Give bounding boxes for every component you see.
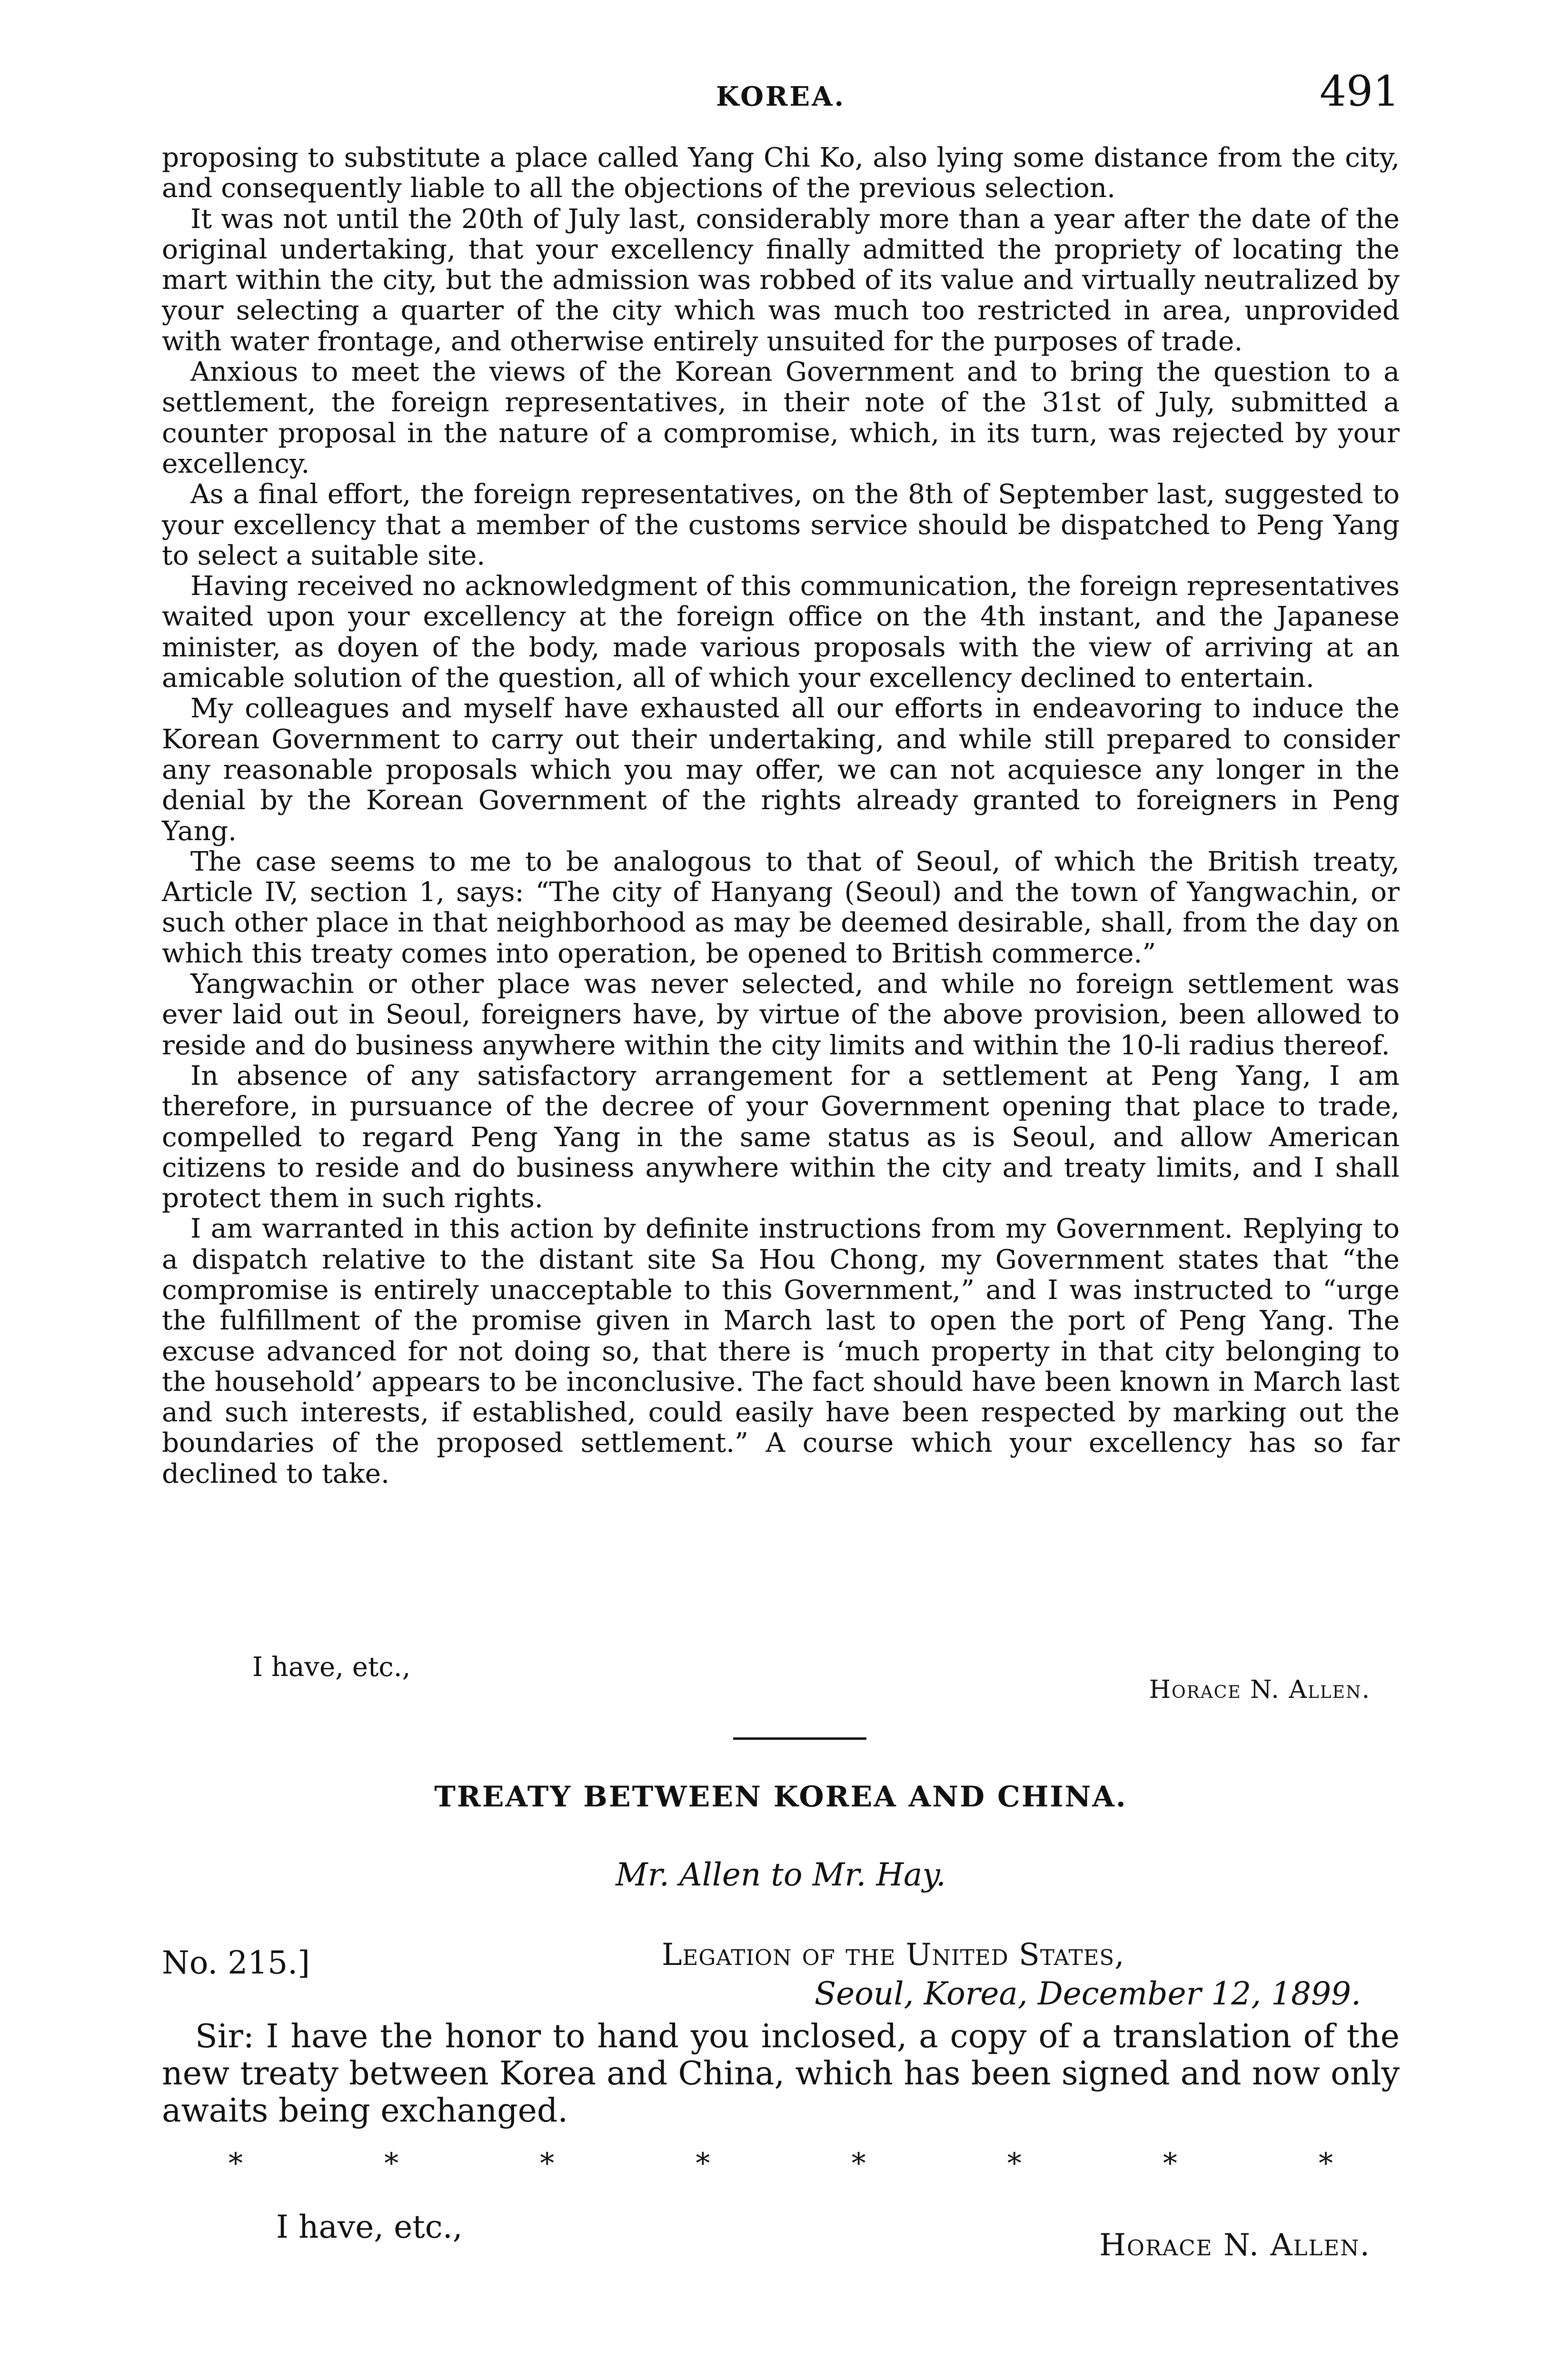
place-and-date: Seoul, Korea, December 12, 1899. xyxy=(814,1975,1361,2012)
paragraph-9: In absence of any satisfactory arrangement for a settlement at Peng Yang, I am therefore, in pursuance of the decree of your Government opening that place to trade, compelled to regard Peng Yang in the same status as is Seoul, and allow American citizens to reside and do business anywhere within the city and treaty limits, and I shall protect them in such rights. xyxy=(162,1060,1400,1214)
star: * xyxy=(696,2147,710,2180)
letter-closing: I have, etc., xyxy=(252,1652,411,1683)
paragraph-6: My colleagues and myself have exhausted all our efforts in endeavoring to induce the Korean Government to carry out their undertaking, and while still prepared to consider any reasonable proposals which you may offer, we can not acquiesce any longer in the denial by the Korean Government of the rights already granted to foreigners in Peng Yang. xyxy=(162,693,1400,847)
section-divider xyxy=(733,1737,866,1740)
legation-name: Legation of the United States, xyxy=(662,1937,1125,1973)
paragraph-10: I am warranted in this action by definite instructions from my Government. Replying to a dispatch relative to the distant site Sa Hou Chong, my Government states that “the compromise is entirely unacceptable to this Government,” and I was instructed to “urge the fulfillment of the promise given in March last to open the port of Peng Yang. The excuse advanced for not doing so, that there is ‘much property in that city belonging to the household’ appears to be inconclusive. The fact should have been known in March last and such interests, if established, could easily have been respected by marking out the boundaries of the proposed settlement.” A course which your excellency has so far declined to take. xyxy=(162,1213,1400,1489)
star: * xyxy=(229,2147,243,2180)
paragraph-5: Having received no acknowledgment of this communication, the foreign representatives waited upon your excellency at the foreign office on the 4th instant, and the Japanese minister, as doyen of the body, made various proposals with the view of arriving at an amicable solution of the question, all of which your excellency declined to entertain. xyxy=(162,571,1400,694)
dispatch-signature: Horace N. Allen. xyxy=(1099,2228,1371,2263)
paragraph-1: proposing to substitute a place called Yang Chi Ko, also lying some distance from the city, and consequently liable to all the objections of the previous selection. xyxy=(162,142,1400,204)
ellipsis-stars xyxy=(229,2147,1333,2180)
running-title: KOREA. xyxy=(716,81,846,112)
section-title: TREATY BETWEEN KOREA AND CHINA. xyxy=(434,1780,1127,1814)
dispatch-body: Sir: I have the honor to hand you inclosed, a copy of a translation of the new treaty between Korea and China, which has been signed and now only awaits being exchanged. xyxy=(162,2018,1400,2130)
dispatch-number: No. 215.] xyxy=(162,1944,310,1981)
letter-signature: Horace N. Allen. xyxy=(1149,1676,1371,1704)
paragraph-7: The case seems to me to be analogous to that of Seoul, of which the British treaty, Article IV, section 1, says: “The city of Hanyang (Seoul) and the town of Yangwachin, or such other place in that neighborhood as may be deemed desirable, shall, from the day on which this treaty comes into operation, be opened to British commerce.” xyxy=(162,846,1400,969)
star: * xyxy=(851,2147,866,2180)
paragraph-3: Anxious to meet the views of the Korean Government and to bring the question to a settlement, the foreign representatives, in their note of the 31st of July, submitted a counter proposal in the nature of a compromise, which, in its turn, was rejected by your excellency. xyxy=(162,357,1400,479)
section-subtitle: Mr. Allen to Mr. Hay. xyxy=(616,1856,946,1893)
paragraph-2: It was not until the 20th of July last, considerably more than a year after the date of the original undertaking, that your excellency finally admitted the propriety of locating the mart within the city, but the admission was robbed of its value and virtually neutralized by your selecting a quarter of the city which was much too restricted in area, unprovided with water frontage, and otherwise entirely unsuited for the purposes of trade. xyxy=(162,203,1400,357)
star: * xyxy=(384,2147,399,2180)
letter-continuation-body xyxy=(162,143,1400,1489)
star: * xyxy=(1318,2147,1333,2180)
dispatch-closing: I have, etc., xyxy=(276,2209,463,2245)
star: * xyxy=(1007,2147,1022,2180)
paragraph-8: Yangwachin or other place was never selected, and while no foreign settlement was ever laid out in Seoul, foreigners have, by virtue of the above provision, been allowed to reside and do business anywhere within the city limits and within the 10-li radius thereof. xyxy=(162,969,1400,1061)
star: * xyxy=(1163,2147,1177,2180)
page-number: 491 xyxy=(1320,67,1400,116)
paragraph-4: As a final effort, the foreign representatives, on the 8th of September last, suggested to your excellency that a member of the customs service should be dispatched to Peng Yang to select a suitable site. xyxy=(162,479,1400,571)
star: * xyxy=(540,2147,555,2180)
running-header xyxy=(162,67,1400,124)
